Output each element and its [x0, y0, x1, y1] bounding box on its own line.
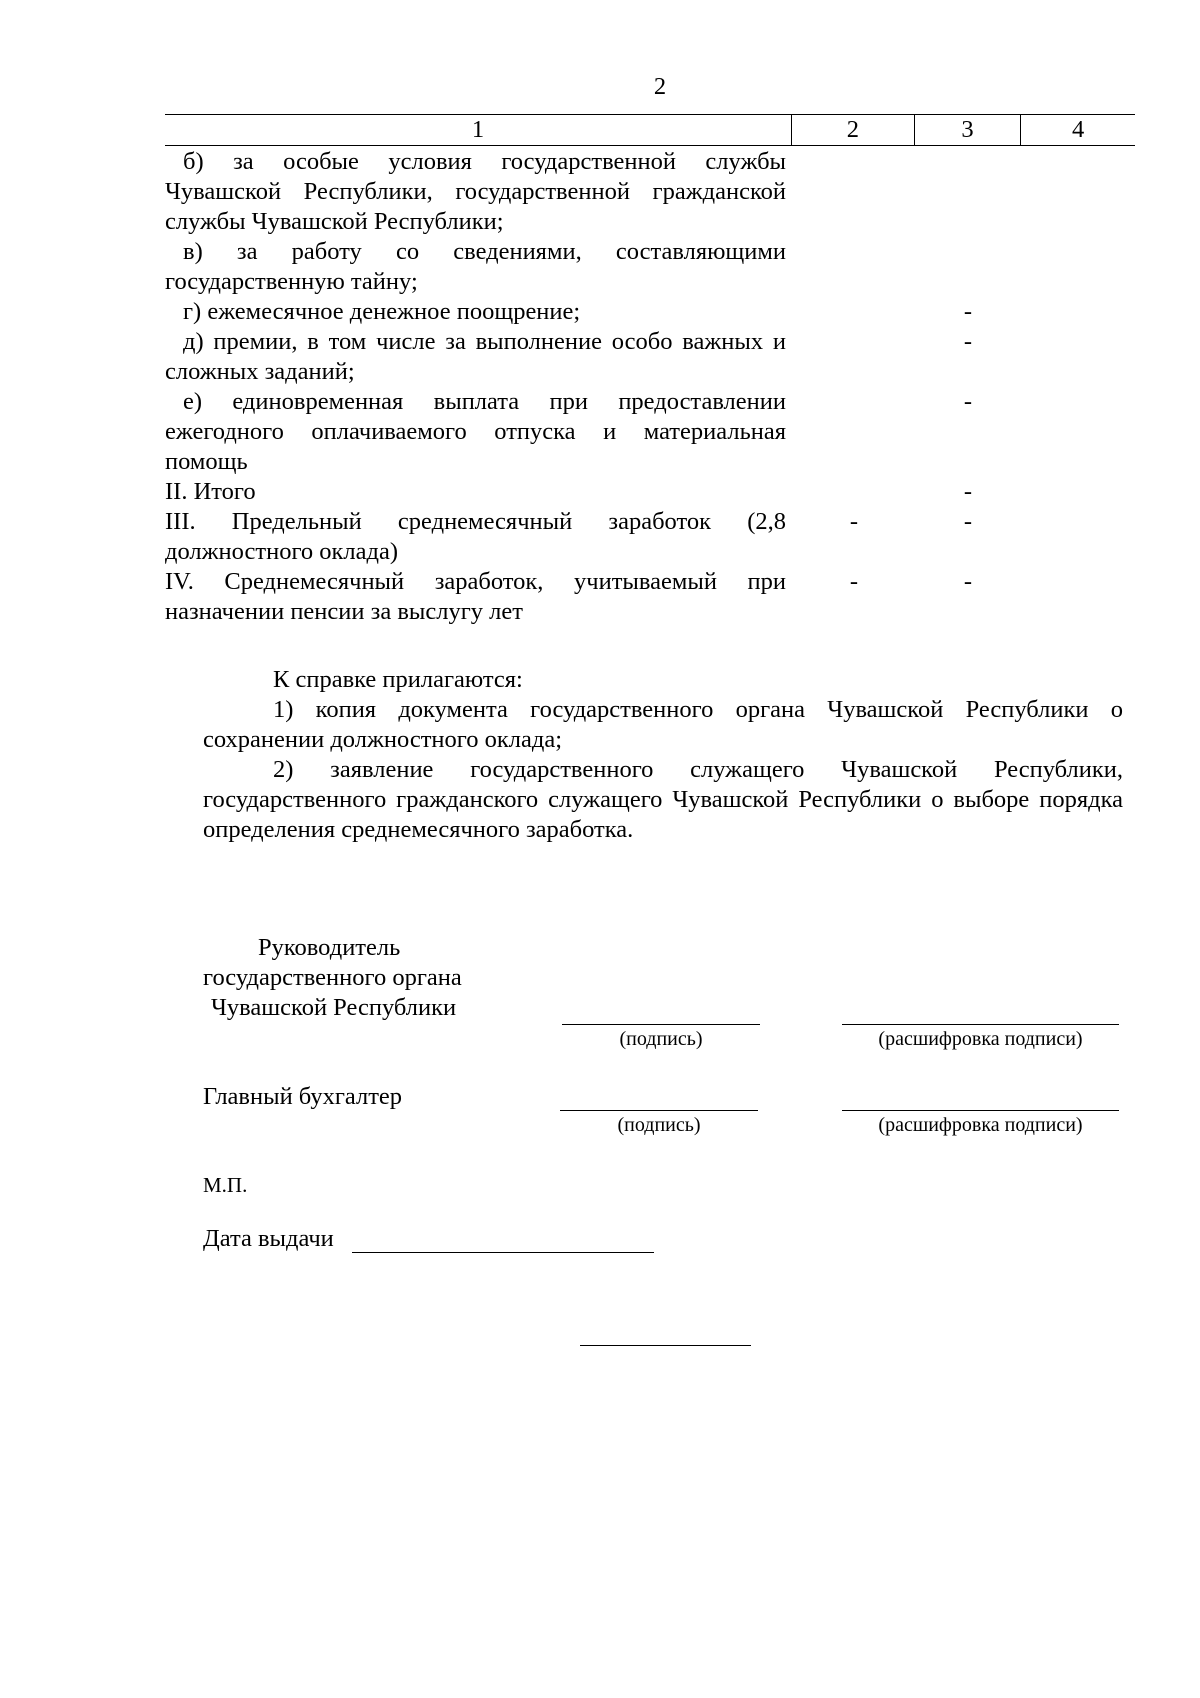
table-row	[165, 297, 1135, 327]
cell-col-3: -	[963, 478, 973, 505]
page-number: 2	[653, 73, 667, 100]
table-row	[165, 327, 1135, 387]
cell-col-3: -	[963, 328, 973, 355]
attachment-item: 1) копия документа государственного органа Чувашской Республики о сохранении должностного оклада;	[203, 696, 1123, 753]
attachment-item: 2) заявление государственного служащего Чувашской Республики, государственного гражданского служащего Чувашской Республики о выборе порядка определения среднемесячного заработка.	[203, 756, 1123, 843]
issue-date-label: Дата выдачи	[203, 1225, 334, 1252]
salary-table	[165, 114, 1135, 627]
head-signature-line	[562, 1024, 760, 1025]
end-rule	[580, 1345, 751, 1346]
cell-col-2	[793, 327, 915, 387]
cell-col-2	[793, 147, 915, 237]
cell-col-4	[1021, 237, 1135, 297]
cell-col-3	[915, 147, 1021, 237]
head-decode-caption: (расшифровка подписи)	[878, 1028, 1083, 1050]
row-label: III. Предельный среднемесячный заработок (2,8 должностного оклада)	[165, 508, 786, 565]
head-signature-caption: (подпись)	[619, 1028, 703, 1050]
table-header-row	[165, 114, 1135, 146]
accountant-title: Главный бухгалтер	[203, 1083, 403, 1110]
cell-col-4	[1021, 387, 1135, 477]
cell-col-2	[793, 237, 915, 297]
cell-col-4	[1021, 477, 1135, 507]
head-title-line: государственного органа	[203, 964, 462, 991]
row-label: IV. Среднемесячный заработок, учитываемый при назначении пенсии за выслугу лет	[165, 568, 786, 625]
column-header-3: 3	[914, 115, 1021, 145]
column-header-2: 2	[791, 115, 914, 145]
accountant-signature-line	[560, 1110, 758, 1111]
issue-date-line	[352, 1252, 654, 1253]
cell-col-2	[793, 297, 915, 327]
table-row	[165, 507, 1135, 567]
row-label: г) ежемесячное денежное поощрение;	[183, 298, 581, 325]
cell-col-3: -	[963, 568, 973, 595]
cell-col-3	[915, 237, 1021, 297]
row-label: в) за работу со сведениями, составляющими государственную тайну;	[165, 238, 786, 295]
row-label: д) премии, в том числе за выполнение особо важных и сложных заданий;	[165, 328, 786, 385]
row-label: е) единовременная выплата при предоставлении ежегодного оплачиваемого отпуска и материальная помощь	[165, 388, 786, 475]
cell-col-2: -	[849, 508, 859, 535]
row-label: II. Итого	[165, 478, 256, 505]
table-row	[165, 147, 1135, 237]
cell-col-4	[1021, 327, 1135, 387]
cell-col-2	[793, 387, 915, 477]
attachments-intro: К справке прилагаются:	[273, 666, 523, 693]
cell-col-3: -	[963, 508, 973, 535]
table-row	[165, 237, 1135, 297]
head-title-line: Руководитель	[258, 934, 401, 961]
row-label: б) за особые условия государственной службы Чувашской Республики, государственной гражданской службы Чувашской Республики;	[165, 148, 786, 235]
accountant-decode-line	[842, 1110, 1119, 1111]
head-title-line: Чувашской Республики	[211, 994, 457, 1021]
table-body	[165, 146, 1135, 627]
cell-col-4	[1021, 507, 1135, 567]
accountant-signature-caption: (подпись)	[617, 1114, 701, 1136]
table-row	[165, 387, 1135, 477]
stamp-label: М.П.	[203, 1173, 248, 1197]
accountant-decode-caption: (расшифровка подписи)	[878, 1114, 1083, 1136]
cell-col-4	[1021, 567, 1135, 627]
attachments-section	[203, 665, 1123, 845]
cell-col-4	[1021, 297, 1135, 327]
column-header-4: 4	[1020, 115, 1135, 145]
cell-col-3: -	[963, 298, 973, 325]
table-row	[165, 477, 1135, 507]
cell-col-4	[1021, 147, 1135, 237]
column-header-1: 1	[471, 116, 485, 143]
cell-col-2	[793, 477, 915, 507]
cell-col-3: -	[963, 388, 973, 415]
head-decode-line	[842, 1024, 1119, 1025]
cell-col-2: -	[849, 568, 859, 595]
table-row	[165, 567, 1135, 627]
